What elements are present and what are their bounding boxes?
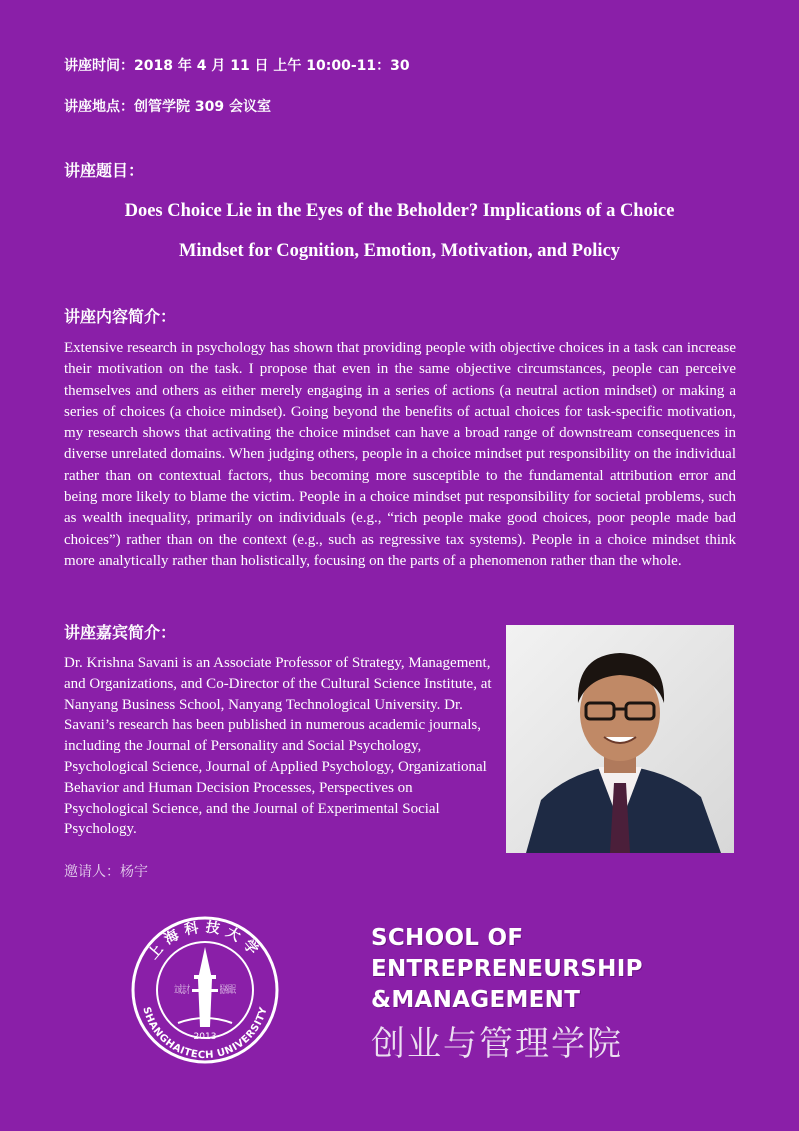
- seal-ring-cn: 上海科技大学: [145, 919, 265, 963]
- lecture-title-line-1: Does Choice Lie in the Eyes of the Beholder? Implications of a Choice: [124, 201, 675, 221]
- lecture-time: 讲座时间：2018 年 4 月 11 日 上午 10:00-11：30: [64, 58, 410, 74]
- speaker-photo: [506, 625, 734, 853]
- shanghaitech-seal: [130, 915, 280, 1065]
- school-name-en-1: SCHOOL OF: [371, 925, 524, 951]
- seal-year: 2013: [193, 1032, 217, 1042]
- lecture-title-line-2: Mindset for Cognition, Emotion, Motivation, and Policy: [178, 241, 621, 261]
- school-name-cn: 创业与管理学院: [371, 1024, 623, 1064]
- lecture-location: 讲座地点：创管学院 309 会议室: [64, 99, 271, 115]
- school-name-en-2: ENTREPRENEURSHIP: [371, 956, 643, 982]
- topic-heading: 讲座题目：: [64, 161, 145, 180]
- abstract-heading: 讲座内容简介：: [64, 307, 177, 326]
- seal-motto-left: [174, 983, 190, 996]
- speaker-heading: 讲座嘉宾简介：: [64, 623, 177, 642]
- school-name-en-3: &MANAGEMENT: [371, 987, 581, 1013]
- seal-motto-right: 报裕国民: [220, 985, 260, 996]
- inviter: 邀请人：杨宇: [64, 864, 148, 880]
- seal-ring-en: SHANGHAITECH UNIVERSITY: [140, 1005, 270, 1062]
- abstract-text: Extensive research in psychology has shown that providing people with objective choices in a task can increase their motivation on the task. I propose that even in the same objective circumstances, people can perceive themselves and others as either merely engaging in a series of actions (a neutral action mindset) or making a series of choices (a choice mindset). Going beyond the benefits of actual choices for task-specific motivation, my research shows that activating the choice mindset can have a broad range of downstream consequences in diverse unrelated domains. When judging others, people in a choice mindset put responsibility on the individual rather than on contextual factors, thus becoming more susceptible to the fundamental attribution error and being more likely to blame the victim. People in a choice mindset put responsibility for societal problems, such as wealth inequality, primarily on individuals (e.g., “rich people make good choices, poor people made bad choices”) rather than on the context (e.g., such as regressive tax systems). People in a choice mindset think more analytically rather than holistically, focusing on the parts of a phenomenon rather than the whole.: [64, 340, 736, 569]
- speaker-bio: Dr. Krishna Savani is an Associate Professor of Strategy, Management, and Organizations, and Co-Director of the Cultural Science Institute, at Nanyang Business School, Nanyang Technological University. Dr. Savani’s research has been published in numerous academic journals, including the Journal of Personality and Social Psychology, Psychological Science, Journal of Applied Psychology, Organizational Behavior and Human Decision Processes, Perspectives on Psychological Science, and the Journal of Experimental Social Psychology.: [64, 655, 492, 838]
